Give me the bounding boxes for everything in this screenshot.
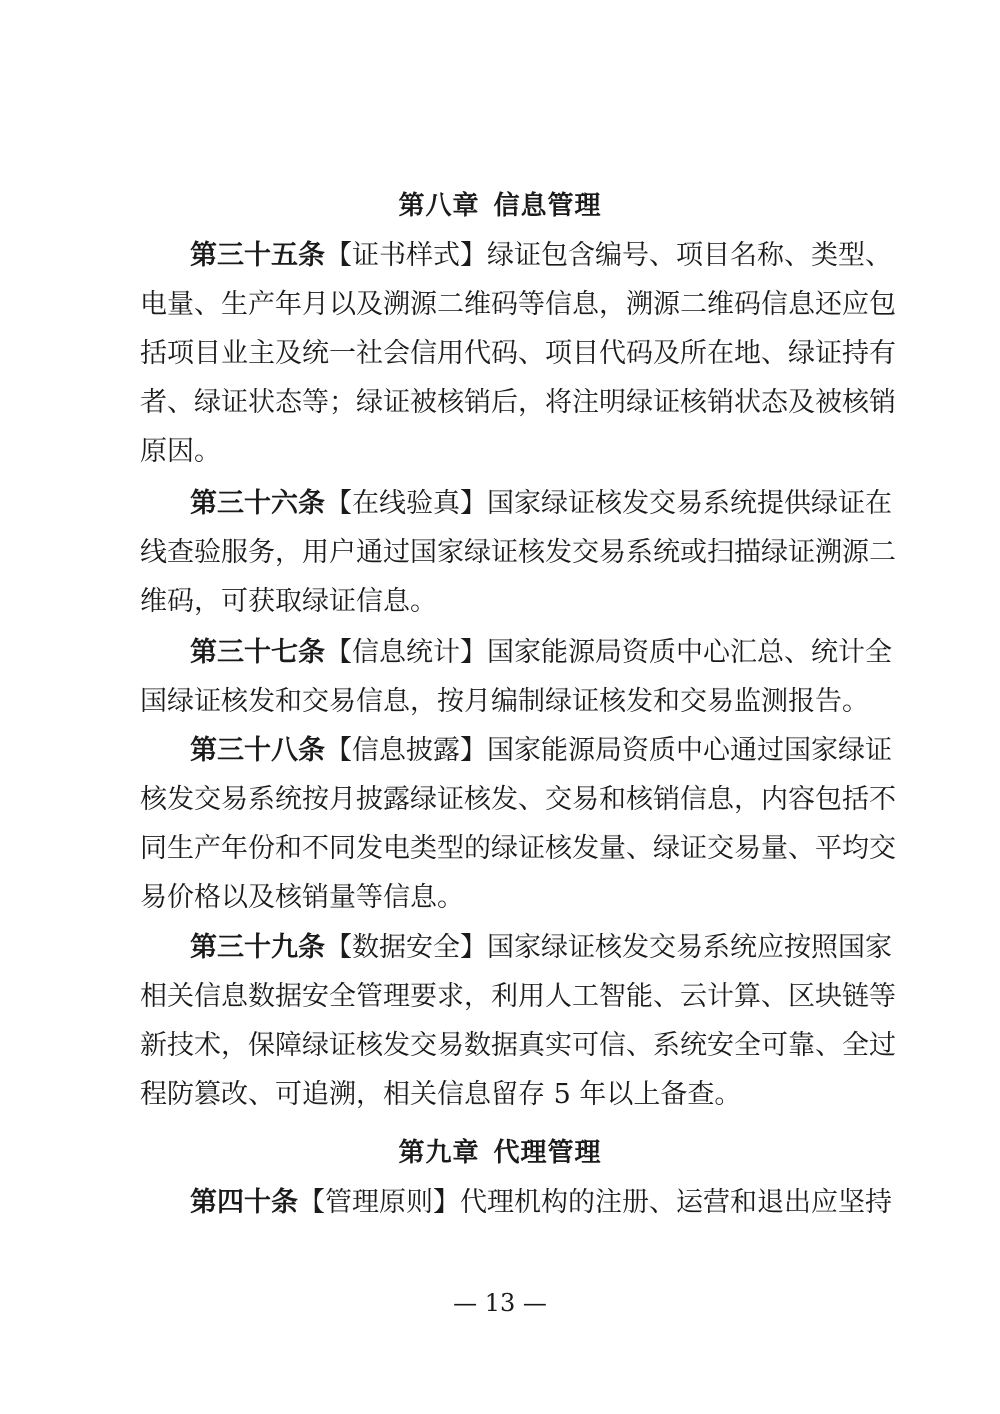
article-36-line-1: 第三十六条【在线验真】国家绿证核发交易系统提供绿证在 xyxy=(190,488,892,519)
article-label: 第三十五条 xyxy=(190,240,325,271)
article-label: 第三十七条 xyxy=(190,637,325,668)
article-39-line-1: 第三十九条【数据安全】国家绿证核发交易系统应按照国家 xyxy=(190,932,892,963)
chapter-8-heading xyxy=(0,190,1000,222)
article-40-line-1: 第四十条【管理原则】代理机构的注册、运营和退出应坚持 xyxy=(190,1187,892,1218)
article-label: 第四十条 xyxy=(190,1187,298,1218)
article-35-line-3: 括项目业主及统一社会信用代码、项目代码及所在地、绿证持有 xyxy=(140,338,896,369)
chapter-title: 代理管理 xyxy=(493,1138,602,1168)
article-35-line-4: 者、绿证状态等；绿证被核销后，将注明绿证核销状态及被核销 xyxy=(140,387,896,418)
article-38-line-1: 第三十八条【信息披露】国家能源局资质中心通过国家绿证 xyxy=(190,735,892,766)
article-37-line-1: 第三十七条【信息统计】国家能源局资质中心汇总、统计全 xyxy=(190,637,892,668)
chapter-title: 信息管理 xyxy=(493,191,602,221)
article-35-line-2: 电量、生产年月以及溯源二维码等信息，溯源二维码信息还应包 xyxy=(140,289,896,320)
chapter-9-heading xyxy=(0,1137,1000,1169)
article-label: 第三十九条 xyxy=(190,932,325,963)
article-38-line-3: 同生产年份和不同发电类型的绿证核发量、绿证交易量、平均交 xyxy=(140,833,896,864)
chapter-number: 第九章 xyxy=(398,1138,480,1168)
article-39-line-2: 相关信息数据安全管理要求，利用人工智能、云计算、区块链等 xyxy=(140,981,896,1012)
article-36-line-3: 维码，可获取绿证信息。 xyxy=(140,586,437,617)
article-39-line-3: 新技术，保障绿证核发交易数据真实可信、系统安全可靠、全过 xyxy=(140,1030,896,1061)
article-38-line-2: 核发交易系统按月披露绿证核发、交易和核销信息，内容包括不 xyxy=(140,784,896,815)
article-38-line-4: 易价格以及核销量等信息。 xyxy=(140,882,464,913)
article-37-line-2: 国绿证核发和交易信息，按月编制绿证核发和交易监测报告。 xyxy=(140,686,869,717)
article-39-line-4: 程防篡改、可追溯，相关信息留存 5 年以上备查。 xyxy=(140,1079,742,1110)
article-35-line-1: 第三十五条【证书样式】绿证包含编号、项目名称、类型、 xyxy=(190,240,892,271)
article-36-line-2: 线查验服务，用户通过国家绿证核发交易系统或扫描绿证溯源二 xyxy=(140,537,896,568)
article-label: 第三十八条 xyxy=(190,735,325,766)
article-label: 第三十六条 xyxy=(190,488,325,519)
page-number: — 13 — xyxy=(453,1289,547,1317)
chapter-number: 第八章 xyxy=(398,191,480,221)
article-35-line-5: 原因。 xyxy=(140,436,221,467)
